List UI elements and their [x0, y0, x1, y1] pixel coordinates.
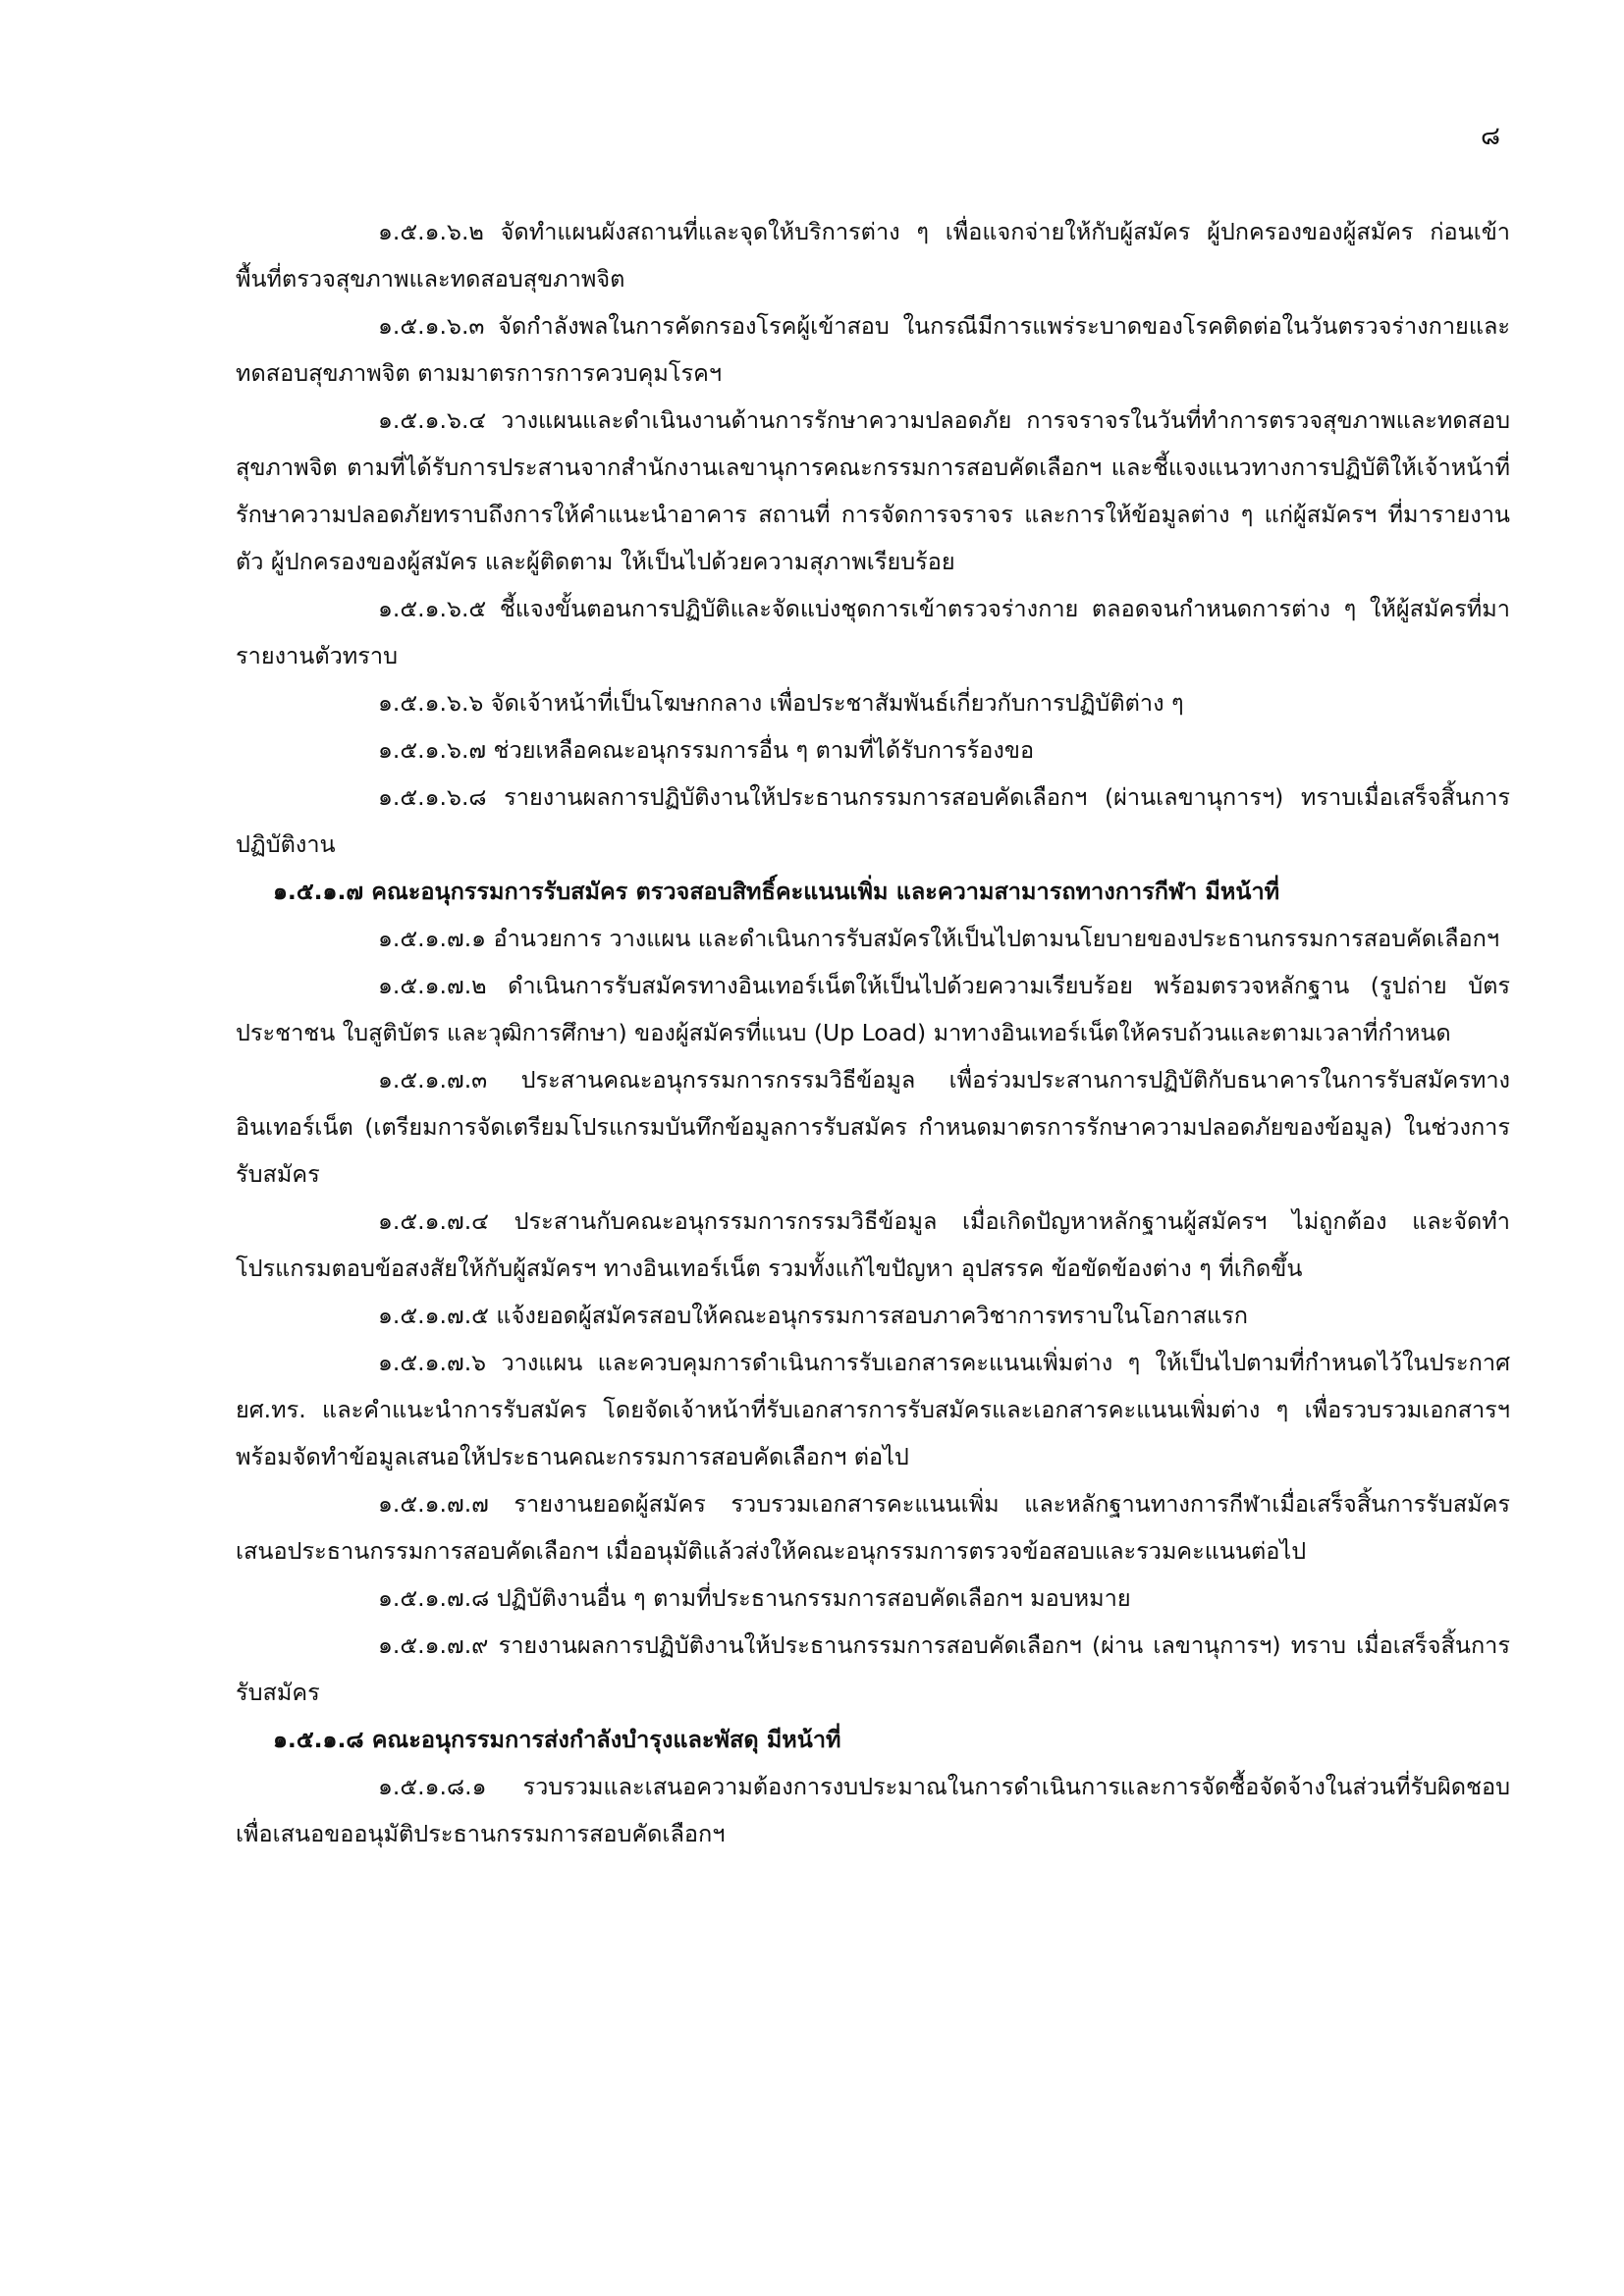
clause-1-5-1-6-7: ๑.๕.๑.๖.๗ ช่วยเหลือคณะอนุกรรมการอื่น ๆ ตามที่ได้รับการร้องขอ	[378, 736, 1035, 764]
clause-1-5-1-6-8: ๑.๕.๑.๖.๘ รายงานผลการปฏิบัติงานให้ประธานกรรมการสอบคัดเลือกฯ (ผ่านเลขานุการฯ) ทราบเมื่อเสร็จสิ้นการปฏิบัติงาน	[236, 783, 1510, 858]
clause-1-5-1-7-7: ๑.๕.๑.๗.๗ รายงานยอดผู้สมัคร รวบรวมเอกสารคะแนนเพิ่ม และหลักฐานทางการกีฬาเมื่อเสร็จสิ้นการรับสมัคร เสนอประธานกรรมการสอบคัดเลือกฯ เมื่ออนุมัติแล้วส่งให้คณะอนุกรรมการตรวจข้อสอบและรวมคะแนนต่อไป	[236, 1490, 1510, 1565]
clause-1-5-1-7-8: ๑.๕.๑.๗.๘ ปฏิบัติงานอื่น ๆ ตามที่ประธานกรรมการสอบคัดเลือกฯ มอบหมาย	[378, 1584, 1131, 1612]
clause-1-5-1-6-6: ๑.๕.๑.๖.๖ จัดเจ้าหน้าที่เป็นโฆษกกลาง เพื่อประชาสัมพันธ์เกี่ยวกับการปฏิบัติต่าง ๆ	[378, 689, 1184, 717]
document-body	[236, 208, 1510, 1857]
clause-1-5-1-6-3: ๑.๕.๑.๖.๓ จัดกำลังพลในการคัดกรองโรคผู้เข้าสอบ ในกรณีมีการแพร่ระบาดของโรคติดต่อในวันตรวจร่างกายและทดสอบสุขภาพจิต ตามมาตรการการควบคุมโรคฯ	[236, 312, 1510, 387]
clause-1-5-1-6-4: ๑.๕.๑.๖.๔ วางแผนและดำเนินงานด้านการรักษาความปลอดภัย การจราจรในวันที่ทำการตรวจสุขภาพและทดสอบสุขภาพจิต ตามที่ได้รับการประสานจากสำนักงานเลขานุการคณะกรรมการสอบคัดเลือกฯ และชี้แจงแนวทางการปฏิบัติให้เจ้าหน้าที่รักษาความปลอดภัยทราบถึงการให้คำแนะนำอาคาร สถานที่ การจัดการจราจร และการให้ข้อมูลต่าง ๆ แก่ผู้สมัครฯ ที่มารายงานตัว ผู้ปกครองของผู้สมัคร และผู้ติดตาม ให้เป็นไปด้วยความสุภาพเรียบร้อย	[236, 406, 1510, 575]
section-heading-1-5-1-7: ๑.๕.๑.๗ คณะอนุกรรมการรับสมัคร ตรวจสอบสิทธิ์คะแนนเพิ่ม และความสามารถทางการกีฬา มีหน้าที่	[273, 878, 1280, 905]
clause-1-5-1-8-1: ๑.๕.๑.๘.๑ รวบรวมและเสนอความต้องการงบประมาณในการดำเนินการและการจัดซื้อจัดจ้างในส่วนที่รับผิดชอบ เพื่อเสนอขออนุมัติประธานกรรมการสอบคัดเลือกฯ	[236, 1773, 1510, 1847]
clause-1-5-1-7-3: ๑.๕.๑.๗.๓ ประสานคณะอนุกรรมการกรรมวิธีข้อมูล เพื่อร่วมประสานการปฏิบัติกับธนาคารในการรับสมัครทางอินเทอร์เน็ต (เตรียมการจัดเตรียมโปรแกรมบันทึกข้อมูลการรับสมัคร กำหนดมาตรการรักษาความปลอดภัยของข้อมูล) ในช่วงการรับสมัคร	[236, 1066, 1510, 1188]
page-number: ๘	[1480, 122, 1500, 151]
clause-1-5-1-7-4: ๑.๕.๑.๗.๔ ประสานกับคณะอนุกรรมการกรรมวิธีข้อมูล เมื่อเกิดปัญหาหลักฐานผู้สมัครฯ ไม่ถูกต้อง และจัดทำโปรแกรมตอบข้อสงสัยให้กับผู้สมัครฯ ทางอินเทอร์เน็ต รวมทั้งแก้ไขปัญหา อุปสรรค ข้อขัดข้องต่าง ๆ ที่เกิดขึ้น	[236, 1207, 1510, 1282]
clause-1-5-1-6-5: ๑.๕.๑.๖.๕ ชี้แจงขั้นตอนการปฏิบัติและจัดแบ่งชุดการเข้าตรวจร่างกาย ตลอดจนกำหนดการต่าง ๆ ให้ผู้สมัครที่มารายงานตัวทราบ	[236, 595, 1510, 669]
clause-1-5-1-6-2: ๑.๕.๑.๖.๒ จัดทำแผนผังสถานที่และจุดให้บริการต่าง ๆ เพื่อแจกจ่ายให้กับผู้สมัคร ผู้ปกครองของผู้สมัคร ก่อนเข้าพื้นที่ตรวจสุขภาพและทดสอบสุขภาพจิต	[236, 218, 1510, 293]
clause-1-5-1-7-9: ๑.๕.๑.๗.๙ รายงานผลการปฏิบัติงานให้ประธานกรรมการสอบคัดเลือกฯ (ผ่าน เลขานุการฯ) ทราบ เมื่อเสร็จสิ้นการรับสมัคร	[236, 1631, 1510, 1706]
clause-1-5-1-7-2: ๑.๕.๑.๗.๒ ดำเนินการรับสมัครทางอินเทอร์เน็ตให้เป็นไปด้วยความเรียบร้อย พร้อมตรวจหลักฐาน (รูปถ่าย บัตรประชาชน ใบสูติบัตร และวุฒิการศึกษา) ของผู้สมัครที่แนบ (Up Load) มาทางอินเทอร์เน็ตให้ครบถ้วนและตามเวลาที่กำหนด	[236, 972, 1510, 1046]
clause-1-5-1-7-5: ๑.๕.๑.๗.๕ แจ้งยอดผู้สมัครสอบให้คณะอนุกรรมการสอบภาควิชาการทราบในโอกาสแรก	[378, 1302, 1249, 1329]
clause-1-5-1-7-6: ๑.๕.๑.๗.๖ วางแผน และควบคุมการดำเนินการรับเอกสารคะแนนเพิ่มต่าง ๆ ให้เป็นไปตามที่กำหนดไว้ในประกาศ ยศ.ทร. และคำแนะนำการรับสมัคร โดยจัดเจ้าหน้าที่รับเอกสารการรับสมัครและเอกสารคะแนนเพิ่มต่าง ๆ เพื่อรวบรวมเอกสารฯ พร้อมจัดทำข้อมูลเสนอให้ประธานคณะกรรมการสอบคัดเลือกฯ ต่อไป	[236, 1349, 1510, 1470]
clause-1-5-1-7-1: ๑.๕.๑.๗.๑ อำนวยการ วางแผน และดำเนินการรับสมัครให้เป็นไปตามนโยบายของประธานกรรมการสอบคัดเลือกฯ	[378, 925, 1500, 952]
section-heading-1-5-1-8: ๑.๕.๑.๘ คณะอนุกรรมการส่งกำลังบำรุงและพัสดุ มีหน้าที่	[273, 1726, 841, 1753]
